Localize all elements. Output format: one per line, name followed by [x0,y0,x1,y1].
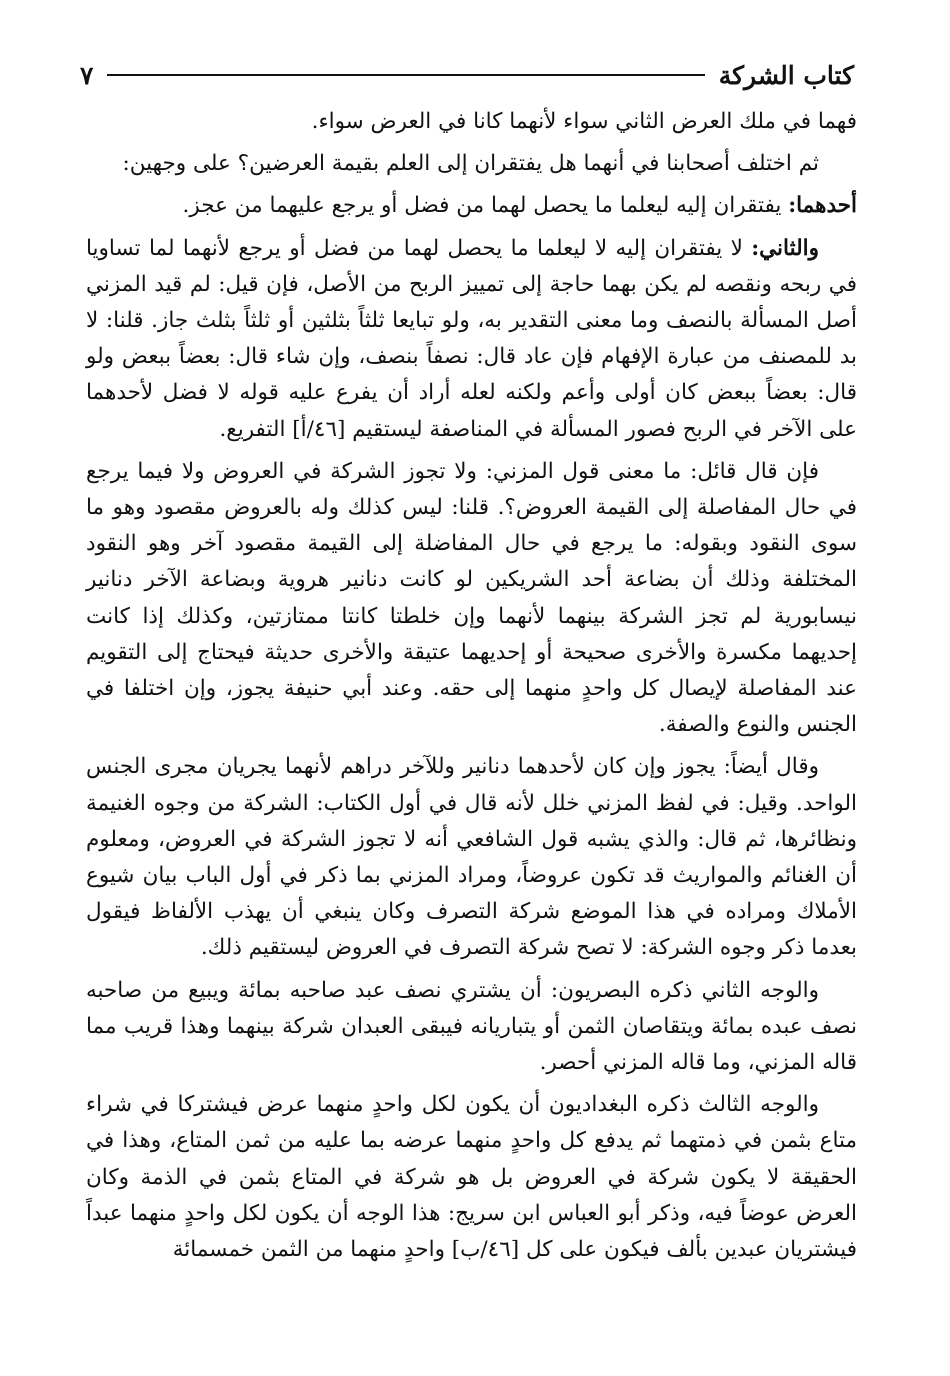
paragraph-1: فهما في ملك العرض الثاني سواء لأنهما كانا في العرض سواء. [311,109,857,134]
paragraph-4: والثاني: لا يفتقران إليه لا ليعلما ما يحصل لهما من فضل أو يرجع لأنهما لما تساويا في ربحه ونقصه لم يكن بهما حاجة إلى تمييز الربح من الأصل، فإن قيل: لم قيد المزني أصل المسألة بالنصف وما معنى التقدير به، ولو تبايعا ثلثاً بثلثين أو ثلثاً بثلث جاز. قلنا: لا بد للمصنف من عبارة الإفهام فإن عاد قال: نصفاً بنصف، وإن شاء قال: بعضاً ببعض ولو قال: بعضاً ببعض كان أولى وأعم ولكنه لعله أراد أن يفرع عليه قوله لا فضل لأحدهما على الآخر في الربح فصور المسألة في المناصفة ليستقيم [٤٦/أ] التفريع. [86,235,857,442]
paragraph-5: فإن قال قائل: ما معنى قول المزني: ولا تجوز الشركة في العروض ولا فيما يرجع في حال المفاصلة إلى القيمة العروض؟. قلنا: ليس كذلك وله بالعروض مقصود وهو ما سوى النقود وبقوله: ما يرجع في حال المفاضلة إلى القيمة مقصود آخر وهو النقود المختلفة وذلك أن بضاعة أحد الشريكين لو كانت دنانير هروية وبضاعة الآخر دنانير نيسابورية لم تجز الشركة بينهما لأنهما وإن خلطتا كانتا ممتازتين، وكذلك إذا كانت إحديهما مكسرة والأخرى صحيحة أو إحديهما عتيقة والأخرى حديثة فيحتاج إلى التقويم عند المفاصلة لإيصال كل واحدٍ منهما إلى حقه. وعند أبي حنيفة يجوز، وإن اختلفا في الجنس والنوع والصفة. [86,458,857,738]
paragraph-6: وقال أيضاً: يجوز وإن كان لأحدهما دنانير وللآخر دراهم لأنهما يجريان مجرى الجنس الواحد. وقيل: في لفظ المزني خلل لأنه قال في أول الكتاب: الشركة من وجوه الغنيمة ونظائرها، ثم قال: والذي يشبه قول الشافعي أنه لا تجوز الشركة في العروض، ومعلوم أن الغنائم والمواريث قد تكون عروضاً، ومراد المزني بما ذكر في أول الباب بيان شيوع الأملاك ومراده في هذا الموضع شركة التصرف وكان ينبغي أن يهذب الألفاظ فيقول بعدما ذكر وجوه الشركة: لا تصح شركة التصرف في العروض ليستقيم ذلك. [86,754,857,961]
header-rule [107,74,704,76]
page-number: ٧ [80,60,94,90]
running-header [80,55,854,95]
lead-term: والثاني: [751,235,819,261]
book-title: كتاب الشركة [718,60,854,90]
paragraph-3: أحدهما: يفتقران إليه ليعلما ما يحصل لهما من فضل أو يرجع عليهما من عجز. [182,193,857,219]
paragraph-8: والوجه الثالث ذكره البغداديون أن يكون لكل واحدٍ منهما عرض فيشتركا في شراء متاع بثمن في ذمتهما ثم يدفع كل واحدٍ منهما عرضه بما عليه من ثمن المتاع، وهذا في الحقيقة لا يكون شركة في العروض بل هو شركة في المتاع بثمن في الذمة وكان العرض عوضاً فيه، وذكر أبو العباس ابن سريج: هذا الوجه أن يكون لكل واحدٍ منهما عبداً فيشتريان عبدين بألف فيكون على كل [٤٦/ب] واحدٍ منهما من الثمن خمسمائة [86,1092,857,1263]
page-body [86,104,857,1274]
lead-term: أحدهما: [788,193,857,219]
paragraph-7: والوجه الثاني ذكره البصريون: أن يشتري نصف عبد صاحبه بمائة ويبيع من صاحبه نصف عبده بمائة ويتقاصان الثمن أو يتباريانه فيبقى العبدان شركة بينهما وهذا قريب مما قاله المزني، وما قاله المزني أحصر. [86,977,857,1076]
paragraph-2: ثم اختلف أصحابنا في أنهما هل يفتقران إلى العلم بقيمة العرضين؟ على وجهين: [122,151,819,177]
